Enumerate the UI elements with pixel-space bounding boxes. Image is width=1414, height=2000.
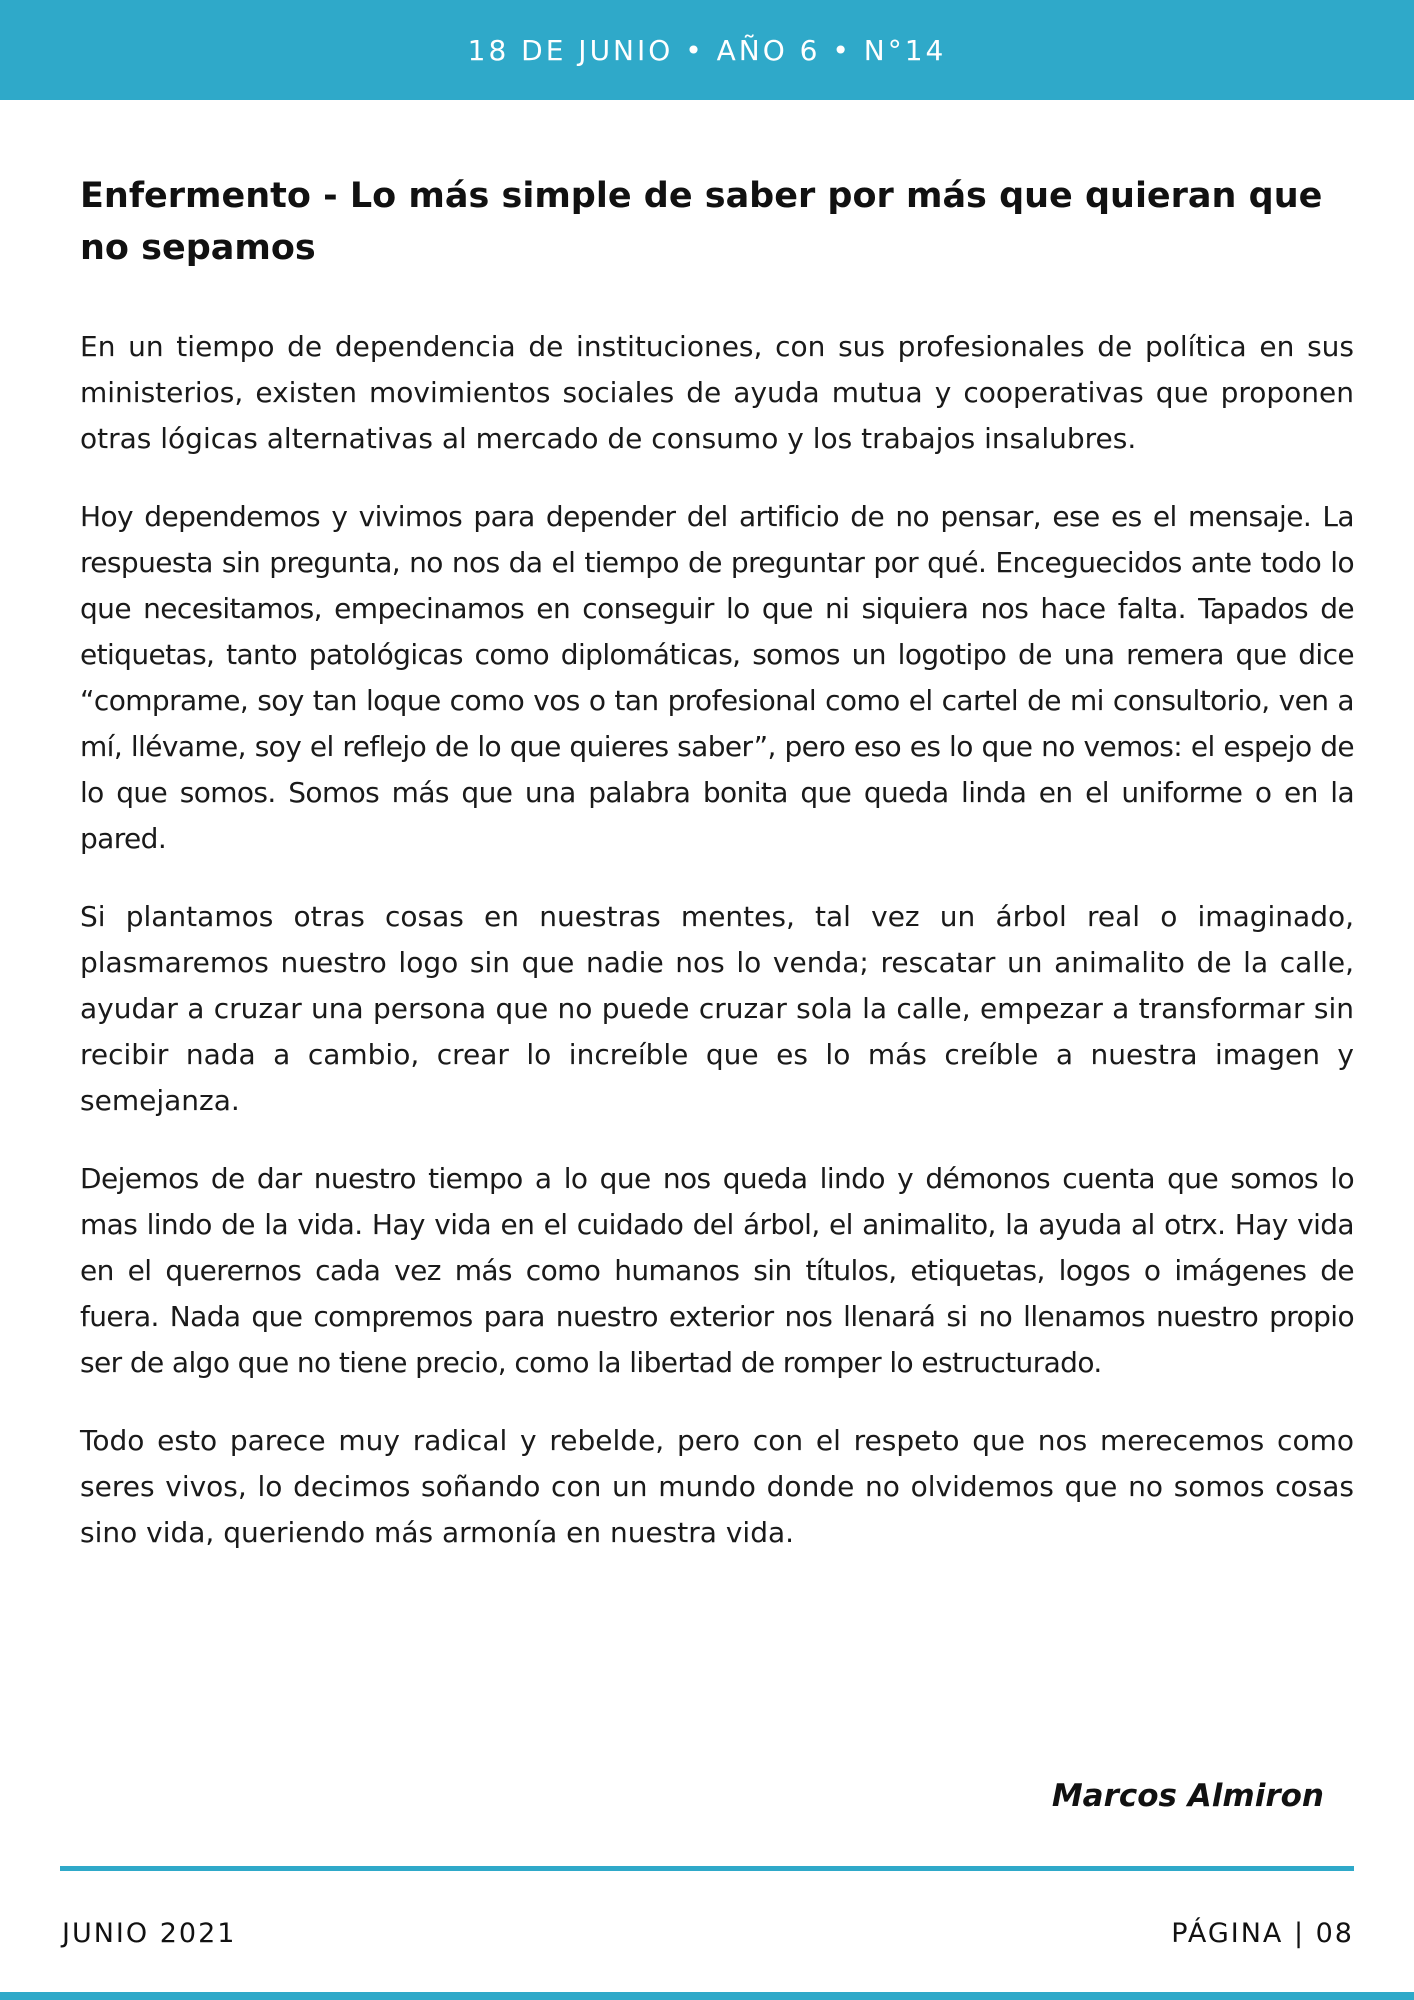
article-paragraph: Hoy dependemos y vivimos para depender del artificio de no pensar, ese es el mensaje. La respuesta sin pregunta, no nos da el tiempo de preguntar por qué. Enceguecidos ante todo lo que necesitamos, empecinamos en conseguir lo que ni siquiera nos hace falta. Tapados de etiquetas, tanto patológicas como diplomáticas, somos un logotipo de una remera que dice “comprame, soy tan loque como vos o tan profesional como el cartel de mi consultorio, ven a mí, llévame, soy el reflejo de lo que quieres saber”, pero eso es lo que no vemos: el espejo de lo que somos. Somos más que una palabra bonita que queda linda en el uniforme o en la pared.: [80, 500, 1354, 855]
article-paragraph: En un tiempo de dependencia de instituciones, con sus profesionales de política en sus ministerios, existen movimientos sociales de ayuda mutua y cooperativas que proponen otras lógicas alternativas al mercado de consumo y los trabajos insalubres.: [80, 330, 1354, 455]
header-band: [0, 0, 1414, 100]
article-paragraph: Dejemos de dar nuestro tiempo a lo que nos queda lindo y démonos cuenta que somos lo mas lindo de la vida. Hay vida en el cuidado del árbol, el animalito, la ayuda al otrx. Hay vida en el querernos cada vez más como humanos sin títulos, etiquetas, logos o imágenes de fuera. Nada que compremos para nuestro exterior nos llenará si no llenamos nuestro propio ser de algo que no tiene precio, como la libertad de romper lo estructurado.: [80, 1162, 1354, 1379]
issue-line: 18 DE JUNIO • AÑO 6 • N°14: [467, 33, 947, 67]
article-paragraph: Si plantamos otras cosas en nuestras mentes, tal vez un árbol real o imaginado, plasmaremos nuestro logo sin que nadie nos lo venda; rescatar un animalito de la calle, ayudar a cruzar una persona que no puede cruzar sola la calle, empezar a transformar sin recibir nada a cambio, crear lo increíble que es lo más creíble a nuestra imagen y semejanza.: [80, 900, 1354, 1117]
footer-divider: [60, 1866, 1354, 1871]
author-signature: Marcos Almiron: [1051, 1778, 1324, 1814]
bottom-band: [0, 1992, 1414, 2000]
article: [80, 170, 1354, 1588]
article-paragraph: Todo esto parece muy radical y rebelde, pero con el respeto que nos merecemos como seres vivos, lo decimos soñando con un mundo donde no olvidemos que no somos cosas sino vida, queriendo más armonía en nuestra vida.: [80, 1424, 1354, 1549]
footer-date: JUNIO 2021: [62, 1918, 237, 1949]
page-number: PÁGINA | 08: [1171, 1918, 1354, 1949]
article-title: Enfermento - Lo más simple de saber por más que quieran que no sepamos: [80, 176, 1323, 268]
